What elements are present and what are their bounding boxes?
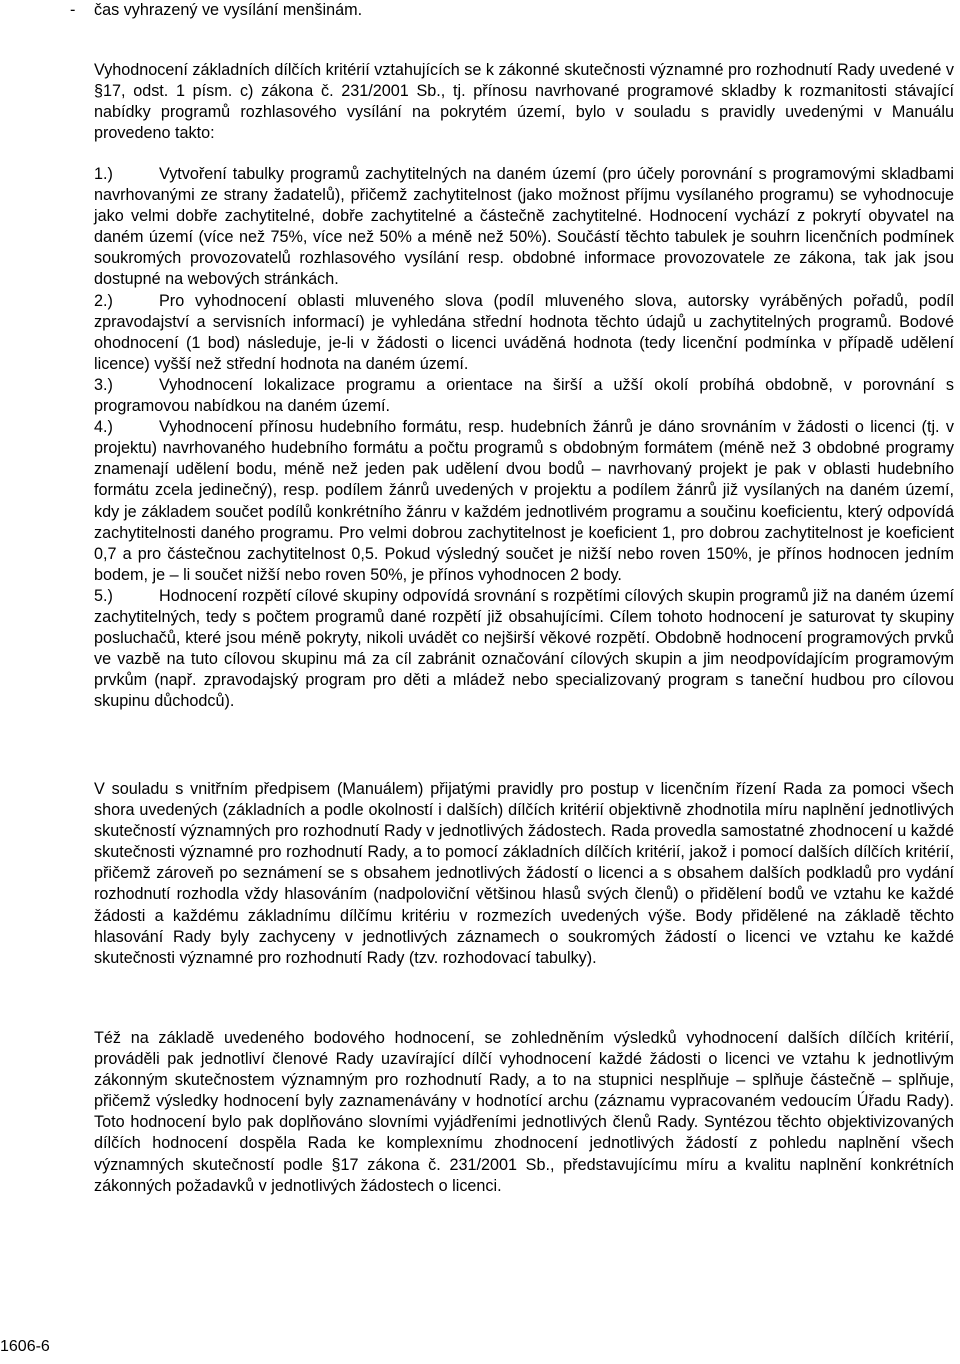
item-text: Hodnocení rozpětí cílové skupiny odpovídá srovnání s rozpětími cílových skupin programů již na daném území zachytitelných, tedy s počtem programů dané rozpětí již obsahujícími. Cílem tohoto hodnocení je saturovat ty skupiny posluchačů, které jsou méně pokryty, nikoli uvádět co nejširší věkové rozpětí. Obdobně hodnocení programových prvků ve vazbě na tuto cílovou skupinu má za cíl zabránit označování cílových skupin a jim neodpovídajícím programovým prvkům (např. zpravodajský program pro děti a mládež nebo specializovaný program s taneční hudbou pro cílovou skupinu důchodců). bbox=[94, 586, 954, 711]
criteria-item-2 bbox=[94, 291, 954, 375]
criteria-list bbox=[94, 164, 954, 712]
item-number: 4.) bbox=[94, 418, 113, 437]
criteria-item-5 bbox=[94, 586, 954, 713]
item-number: 3.) bbox=[94, 375, 113, 394]
criteria-item-1 bbox=[94, 164, 954, 291]
item-number: 2.) bbox=[94, 291, 113, 310]
item-text: Pro vyhodnocení oblasti mluveného slova (podíl mluveného slova, autorsky vyráběných pořadů, podíl zpravodajství a servisních informací) je vyhledána střední hodnota těchto údajů u zachytitelných programů. Bodové ohodnocení (1 bod) následuje, je-li v žádosti o licenci uváděná hodnota (tedy licenční podmínka v případě udělení licence) vyšší než střední hodnota na daném území. bbox=[94, 291, 954, 373]
item-text: Vyhodnocení přínosu hudebního formátu, resp. hudebních žánrů je dáno srovnáním v žádosti o licenci (tj. v projektu) navrhovaného hudebního formátu a počtu programů s obdobným formátem (méně než 3 obdobné programy znamenají udělení bodu, méně než jeden pak udělení dvou bodů – navrhovaný projekt je pak v oblasti hudebního formátu zcela jedinečný), resp. podílem žánrů uvedených v projektu a podílem žánrů již vysílaných na daném území, kdy je základem součet podílů konkrétního žánru v každém jednotlivém programu a součinu koeficientu, který odpovídá zachytitelnosti daného programu. Pro velmi dobrou zachytitelnost je koeficient 1, pro dobrou zachytitelnost je koeficient 0,7 a pro částečnou zachytitelnost 0,5. Pokud výsledný součet je nižší nebo roven 150%, je přínos hodnocen jedním bodem, je – li součet nižší nebo roven 50%, je přínos vyhodnocen 2 body. bbox=[94, 418, 954, 584]
manual-paragraph: V souladu s vnitřním předpisem (Manuálem) přijatými pravidly pro postup v licenčním řízení Rada za pomoci všech shora uvedených (základních a podle okolností i dalších) dílčích kritérií objektivně zhodnotila míru naplnění jednotlivých skutečností významných pro rozhodnutí Rady v jednotlivých žádostech. Rada provedla samostatné zhodnocení u každé skutečnosti významné pro rozhodnutí Rady, a to pomocí základních dílčích kritérií, jakož i pomocí dalších dílčích kritérií, přičemž zároveň po seznámení se s obsahem jednotlivých žádostí o licenci a s obsahem dalších podkladů pro vydání rozhodnutí rozhodla vždy hlasováním (nadpoloviční většinou hlasů svých členů) o přidělení bodů ve vztahu ke každé žádosti a každému základnímu dílčímu kritériu v rozmezích uvedených výše. Body přidělené na základě těchto hlasování Rady byly zachyceny v jednotlivých záznamech o soukromých žádostí o licenci ve vztahu ke každé skutečnosti významné pro rozhodnutí Rady (tzv. rozhodovací tabulky). bbox=[94, 780, 954, 967]
intro-paragraph: Vyhodnocení základních dílčích kritérií vztahujících se k zákonné skutečnosti významné pro rozhodnutí Rady uvedené v §17, odst. 1 písm. c) zákona č. 231/2001 Sb., tj. přínosu navrhované programové skladby k rozmanitosti stávající nabídky programů rozhlasového vysílání na pokrytém území, bylo v souladu s pravidly uvedenými v Manuálu provedeno takto: bbox=[94, 61, 954, 143]
criteria-item-4 bbox=[94, 417, 954, 586]
bullet-text: čas vyhrazený ve vysílání menšinám. bbox=[94, 1, 363, 19]
item-text: Vytvoření tabulky programů zachytitelných na daném území (pro účely porovnání s programovými skladbami navrhovanými ze strany žadatelů), přičemž zachytitelnost (jako možnost příjmu vysílaného programu) se vyhodnocuje jako velmi dobře zachytitelné, dobře zachytitelné a částečně zachytitelné. Hodnocení vychází z pokrytí obyvatel na daném území (více než 75%, více než 50% a méně než 50%). Součástí těchto tabulek je souhrn licenčních podmínek soukromých provozovatelů rozhlasového vysílání resp. obdobné informace provozovatele ze zákona, tak jak jsou dostupné na webových stránkách. bbox=[94, 165, 954, 289]
criteria-item-3 bbox=[94, 375, 954, 417]
item-number: 5.) bbox=[94, 586, 113, 605]
bullet-item bbox=[70, 0, 930, 21]
item-number: 1.) bbox=[94, 165, 113, 183]
final-paragraph: Též na základě uvedeného bodového hodnocení, se zohledněním výsledků vyhodnocení dalších dílčích kritérií, prováděli pak jednotliví členové Rady uzavírající dílčí vyhodnocení každé žádosti o licenci ve vztahu k jednotlivým zákonným skutečnostem významným pro rozhodnutí Rady, a to na stupnici nesplňuje – splňuje částečně – splňuje, přičemž výsledky hodnocení byly zaznamenávány v hodnotící archu (záznamu vypracovaném vedoucím Úřadu Rady). Toto hodnocení bylo pak doplňováno slovními vyjádřeními jednotlivých členů Rady. Syntézou těchto objektivizovaných dílčích hodnocení dospěla Rada ke komplexnímu zhodnocení jednotlivých žádostí z pohledu naplnění všech významných skutečností podle §17 zákona č. 231/2001 Sb., představujícímu míru a kvalitu naplnění konkrétních zákonných požadavků v jednotlivých žádostech o licenci. bbox=[94, 1029, 954, 1195]
page-footer-code: 1606-6 bbox=[0, 1338, 50, 1355]
item-text: Vyhodnocení lokalizace programu a orientace na širší a užší okolí probíhá obdobně, v porovnání s programovou nabídkou na daném území. bbox=[94, 375, 954, 416]
bullet-dash: - bbox=[70, 1, 76, 19]
